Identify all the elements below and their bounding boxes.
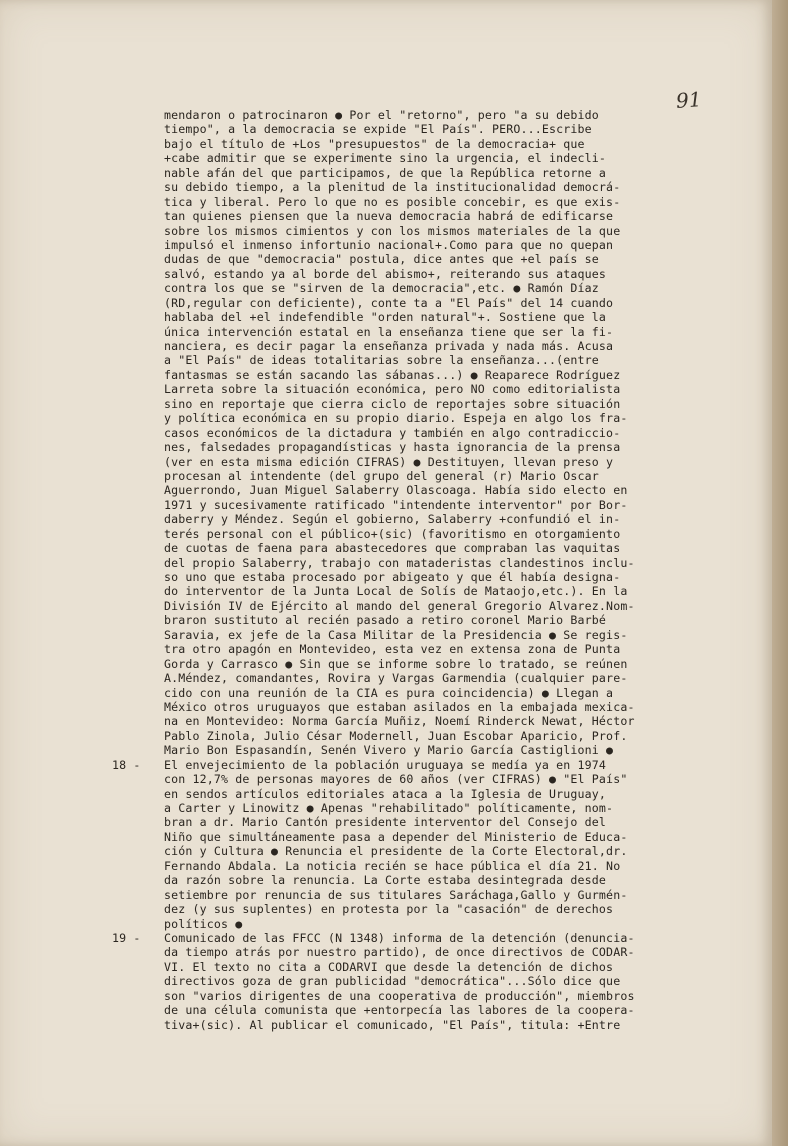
text-line — [112, 700, 752, 714]
line-text: contra los que se "sirven de la democracia",etc. ● Ramón Díaz — [164, 281, 599, 296]
line-text: na en Montevideo: Norma García Muñiz, Noemí Rinderck Newat, Héctor — [164, 714, 635, 729]
text-line — [112, 108, 752, 122]
date-marker — [112, 772, 164, 786]
text-line — [112, 815, 752, 829]
date-marker — [112, 310, 164, 324]
date-marker — [112, 801, 164, 815]
text-line — [112, 917, 752, 931]
line-text: tra otro apagón en Montevideo, esta vez en extensa zona de Punta — [164, 642, 621, 657]
page-edge — [772, 0, 788, 1146]
line-text: única intervención estatal en la enseñanza tiene que ser la fi- — [164, 324, 614, 339]
text-line — [112, 252, 752, 266]
text-line — [112, 570, 752, 584]
text-line — [112, 296, 752, 310]
line-text: de cuotas de faena para abastecedores que compraban las vaquitas — [164, 541, 621, 556]
line-text: directivos goza de gran publicidad "democrática"...Sólo dice que — [164, 974, 621, 989]
text-line — [112, 382, 752, 396]
text-line — [112, 166, 752, 180]
date-marker — [112, 224, 164, 238]
date-marker — [112, 397, 164, 411]
date-marker — [112, 541, 164, 555]
date-marker — [112, 339, 164, 353]
text-line — [112, 122, 752, 136]
date-marker — [112, 137, 164, 151]
date-marker: 18 - — [112, 757, 141, 772]
text-line — [112, 931, 752, 945]
text-line — [112, 844, 752, 858]
line-text: Saravia, ex jefe de la Casa Militar de la Presidencia ● Se regis- — [164, 627, 628, 642]
date-marker — [112, 917, 164, 931]
date-marker — [112, 888, 164, 902]
text-line — [112, 584, 752, 598]
line-text: sobre los mismos cimientos y con los mismos materiales de la que — [164, 223, 621, 238]
line-text: sino en reportaje que cierra ciclo de reportajes sobre situación — [164, 396, 621, 411]
text-line — [112, 440, 752, 454]
line-text: casos económicos de la dictadura y también en algo contradiccio- — [164, 425, 621, 440]
date-marker — [112, 787, 164, 801]
line-text: tica y liberal. Pero lo que no es posible concebir, es que exis- — [164, 194, 621, 209]
date-marker — [112, 252, 164, 266]
line-text: su debido tiempo, a la plenitud de la institucionalidad democrá- — [164, 180, 621, 195]
date-marker — [112, 844, 164, 858]
date-marker — [112, 368, 164, 382]
date-marker — [112, 180, 164, 194]
text-line — [112, 512, 752, 526]
date-marker — [112, 238, 164, 252]
date-marker — [112, 166, 164, 180]
text-line — [112, 642, 752, 656]
line-text: son "varios dirigentes de una cooperativa de producción", miembros — [164, 988, 635, 1003]
date-marker: 19 - — [112, 930, 141, 945]
line-text: terés personal con el público+(sic) (favoritismo en otorgamiento — [164, 526, 621, 541]
text-line — [112, 671, 752, 685]
line-text: A.Méndez, comandantes, Rovira y Vargas Garmendia (cualquier pare- — [164, 671, 628, 686]
text-line — [112, 859, 752, 873]
text-line — [112, 310, 752, 324]
date-marker — [112, 945, 164, 959]
line-text: mendaron o patrocinaron ● Por el "retorno", pero "a su debido — [164, 108, 599, 122]
date-marker — [112, 209, 164, 223]
line-text: dez (y sus suplentes) en protesta por la "casación" de derechos — [164, 902, 614, 917]
line-text: da tiempo atrás por nuestro partido), de once directivos de CODAR- — [164, 945, 635, 960]
line-text: de una célula comunista que +entorpecía las labores de la coopera- — [164, 1003, 635, 1018]
date-marker — [112, 815, 164, 829]
text-line — [112, 714, 752, 728]
date-marker — [112, 267, 164, 281]
text-line — [112, 195, 752, 209]
text-line — [112, 411, 752, 425]
date-marker — [112, 714, 164, 728]
text-line — [112, 556, 752, 570]
text-line — [112, 613, 752, 627]
line-text: salvó, estando ya al borde del abismo+, reiterando sus ataques — [164, 266, 607, 281]
line-text: nes, falsedades propagandísticas y hasta ignorancia de la prensa — [164, 440, 621, 455]
date-marker — [112, 281, 164, 295]
line-text: hablaba del +el indefendible "orden natural"+. Sostiene que la — [164, 310, 607, 325]
line-text: políticos ● — [164, 916, 243, 931]
date-marker — [112, 700, 164, 714]
line-text: en sendos artículos editoriales ataca a la Iglesia de Uruguay, — [164, 786, 607, 801]
line-text: Comunicado de las FFCC (N 1348) informa de la detención (denuncia- — [164, 930, 635, 945]
line-text: impulsó el inmenso infortunio nacional+.Como para que no quepan — [164, 237, 614, 252]
date-marker — [112, 570, 164, 584]
text-line — [112, 657, 752, 671]
date-marker — [112, 902, 164, 916]
line-text: tiempo", a la democracia se expide "El País". PERO...Escribe — [164, 122, 592, 137]
text-line — [112, 469, 752, 483]
line-text: Fernando Abdala. La noticia recién se hace pública el día 21. No — [164, 858, 621, 873]
date-marker — [112, 743, 164, 757]
date-marker — [112, 455, 164, 469]
line-text: da razón sobre la renuncia. La Corte estaba desintegrada desde — [164, 873, 607, 888]
text-line — [112, 1018, 752, 1032]
line-text: Pablo Zinola, Julio César Modernell, Juan Escobar Aparicio, Prof. — [164, 728, 628, 743]
date-marker — [112, 974, 164, 988]
line-text: bajo el título de +Los "presupuestos" de la democracia+ que — [164, 136, 585, 151]
date-marker — [112, 498, 164, 512]
line-text: 1971 y sucesivamente ratificado "intendente interventor" por Bor- — [164, 497, 628, 512]
text-line — [112, 527, 752, 541]
line-text: tan quienes piensen que la nueva democracia habrá de edificarse — [164, 209, 614, 224]
text-line — [112, 224, 752, 238]
text-line — [112, 180, 752, 194]
line-text: VI. El texto no cita a CODARVI que desde la detención de dichos — [164, 959, 614, 974]
text-line — [112, 729, 752, 743]
line-text: +cabe admitir que se experimente sino la urgencia, el indecli- — [164, 151, 607, 166]
line-text: a "El País" de ideas totalitarias sobre la enseñanza...(entre — [164, 353, 599, 368]
line-text: del propio Salaberry, trabajo con mataderistas clandestinos inclu- — [164, 555, 635, 570]
text-line — [112, 325, 752, 339]
line-text: braron sustituto al recién pasado a retiro coronel Mario Barbé — [164, 613, 607, 628]
date-marker — [112, 584, 164, 598]
text-line — [112, 743, 752, 757]
line-text: bran a dr. Mario Cantón presidente interventor del Consejo del — [164, 815, 607, 830]
text-line — [112, 339, 752, 353]
text-line — [112, 758, 752, 772]
date-marker — [112, 642, 164, 656]
line-text: (ver en esta misma edición CIFRAS) ● Destituyen, llevan preso y — [164, 454, 614, 469]
line-text: (RD,regular con deficiente), conte ta a "El País" del 14 cuando — [164, 295, 614, 310]
date-marker — [112, 325, 164, 339]
date-marker — [112, 960, 164, 974]
line-text: cido con una reunión de la CIA es pura coincidencia) ● Llegan a — [164, 685, 614, 700]
line-text: nanciera, es decir pagar la enseñanza privada y nada más. Acusa — [164, 339, 614, 353]
date-marker — [112, 296, 164, 310]
date-marker — [112, 122, 164, 136]
text-line — [112, 945, 752, 959]
line-text: setiembre por renuncia de sus titulares Saráchaga,Gallo y Gurmén- — [164, 887, 628, 902]
text-line — [112, 151, 752, 165]
date-marker — [112, 671, 164, 685]
text-line — [112, 368, 752, 382]
text-line — [112, 209, 752, 223]
date-marker — [112, 426, 164, 440]
date-marker — [112, 729, 164, 743]
text-line — [112, 455, 752, 469]
text-line — [112, 902, 752, 916]
date-marker — [112, 613, 164, 627]
date-marker — [112, 873, 164, 887]
date-marker — [112, 1003, 164, 1017]
line-text: tiva+(sic). Al publicar el comunicado, "El País", titula: +Entre — [164, 1017, 621, 1032]
date-marker — [112, 657, 164, 671]
text-line — [112, 1003, 752, 1017]
date-marker — [112, 483, 164, 497]
text-line — [112, 772, 752, 786]
text-line — [112, 483, 752, 497]
date-marker — [112, 151, 164, 165]
line-text: México otros uruguayos que estaban asilados en la embajada mexica- — [164, 699, 635, 714]
date-marker — [112, 382, 164, 396]
text-line — [112, 426, 752, 440]
line-text: Larreta sobre la situación económica, pero NO como editorialista — [164, 382, 621, 397]
date-marker — [112, 440, 164, 454]
text-line — [112, 267, 752, 281]
line-text: con 12,7% de personas mayores de 60 años (ver CIFRAS) ● "El País" — [164, 772, 628, 787]
text-line — [112, 801, 752, 815]
page-number: 91 — [675, 87, 703, 113]
line-text: ción y Cultura ● Renuncia el presidente de la Corte Electoral,dr. — [164, 844, 628, 859]
text-line — [112, 498, 752, 512]
typewritten-text-block — [112, 108, 752, 1032]
line-text: do interventor de la Junta Local de Solís de Mataojo,etc.). En la — [164, 584, 628, 599]
line-text: fantasmas se están sacando las sábanas...) ● Reaparece Rodríguez — [164, 367, 621, 382]
text-line — [112, 989, 752, 1003]
text-line — [112, 238, 752, 252]
line-text: Aguerrondo, Juan Miguel Salaberry Olascoaga. Había sido electo en — [164, 483, 628, 498]
date-marker — [112, 512, 164, 526]
date-marker — [112, 195, 164, 209]
line-text: dudas de que "democracia" postula, dice antes que +el país se — [164, 252, 599, 267]
date-marker — [112, 989, 164, 1003]
date-marker — [112, 830, 164, 844]
text-line — [112, 628, 752, 642]
line-text: División IV de Ejército al mando del general Gregorio Alvarez.Nom- — [164, 598, 635, 613]
line-text: so uno que estaba procesado por abigeato y que él había designa- — [164, 570, 621, 584]
date-marker — [112, 411, 164, 425]
line-text: Mario Bon Espasandín, Senén Vivero y Mario García Castiglioni ● — [164, 743, 614, 758]
date-marker — [112, 686, 164, 700]
line-text: procesan al intendente (del grupo del general (r) Mario Oscar — [164, 468, 599, 483]
date-marker — [112, 527, 164, 541]
date-marker — [112, 108, 164, 122]
text-line — [112, 686, 752, 700]
line-text: Niño que simultáneamente pasa a depender del Ministerio de Educa- — [164, 829, 628, 844]
line-text: El envejecimiento de la población uruguaya se medía ya en 1974 — [164, 757, 607, 772]
text-line — [112, 787, 752, 801]
text-line — [112, 830, 752, 844]
line-text: a Carter y Linowitz ● Apenas "rehabilitado" políticamente, nom- — [164, 801, 614, 815]
text-line — [112, 599, 752, 613]
date-marker — [112, 628, 164, 642]
text-line — [112, 137, 752, 151]
text-line — [112, 960, 752, 974]
text-line — [112, 397, 752, 411]
line-text: y política económica en su propio diario. Espeja en algo los fra- — [164, 411, 628, 426]
text-line — [112, 974, 752, 988]
date-marker — [112, 599, 164, 613]
date-marker — [112, 1018, 164, 1032]
line-text: Gorda y Carrasco ● Sin que se informe sobre lo tratado, se reúnen — [164, 656, 628, 671]
date-marker — [112, 469, 164, 483]
date-marker — [112, 556, 164, 570]
text-line — [112, 888, 752, 902]
text-line — [112, 873, 752, 887]
text-line — [112, 353, 752, 367]
date-marker — [112, 859, 164, 873]
text-line — [112, 281, 752, 295]
text-line — [112, 541, 752, 555]
line-text: daberry y Méndez. Según el gobierno, Salaberry +confundió el in- — [164, 512, 621, 527]
date-marker — [112, 353, 164, 367]
line-text: nable afán del que participamos, de que la República retorne a — [164, 165, 607, 180]
